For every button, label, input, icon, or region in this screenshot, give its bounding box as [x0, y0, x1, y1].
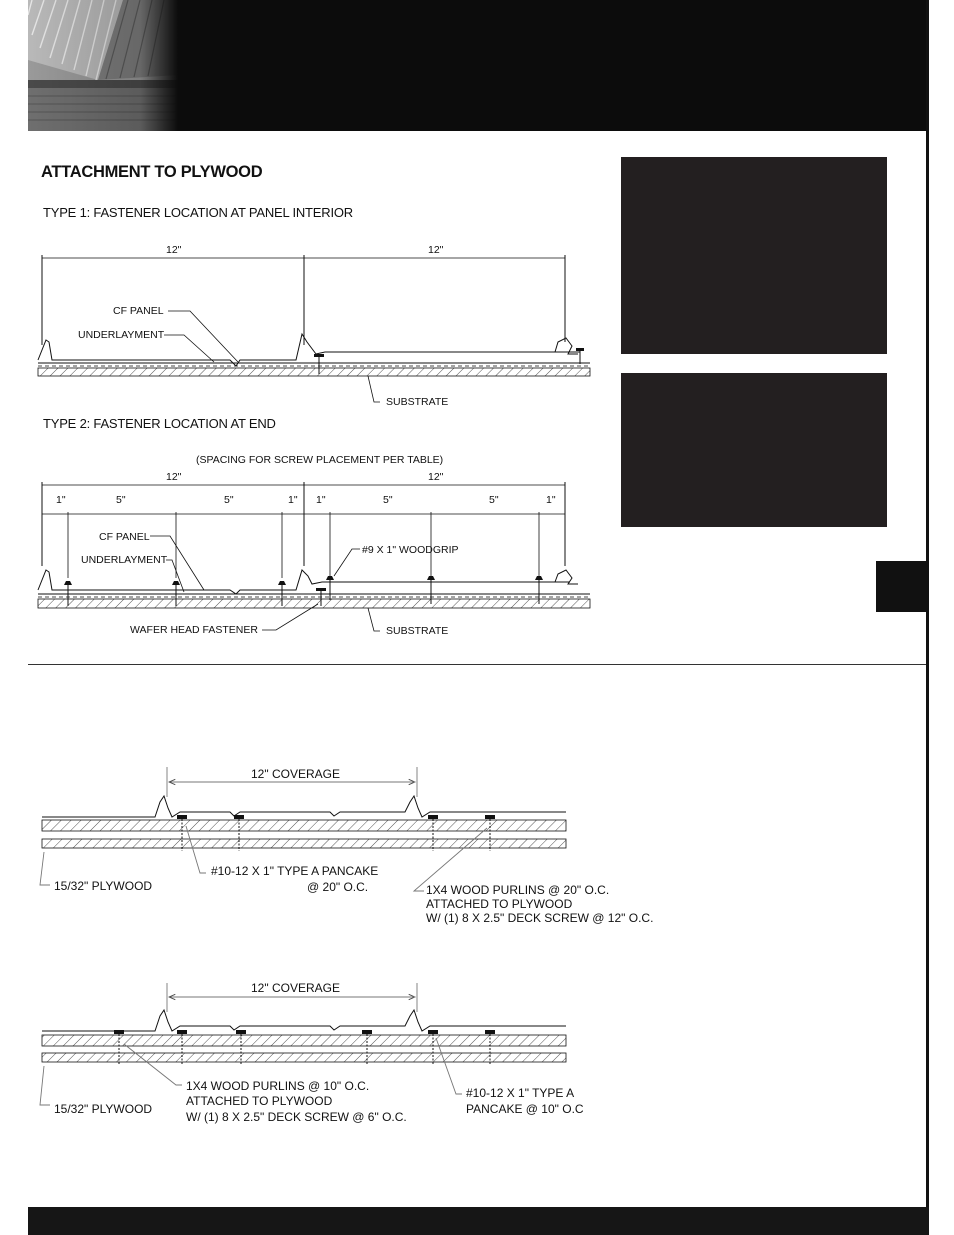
detail-a-coverage: 12" COVERAGE [251, 767, 340, 781]
type1-cf-panel-label: CF PANEL [113, 305, 164, 317]
detail-b-diagram [40, 981, 584, 1124]
type2-subdim-6: 5" [383, 494, 393, 506]
type2-subdim-2: 5" [116, 494, 126, 506]
type2-subdim-1: 1" [56, 494, 66, 506]
detail-a-purlin-line3: W/ (1) 8 X 2.5" DECK SCREW @ 12" O.C. [426, 911, 654, 925]
type1-substrate-label: SUBSTRATE [386, 396, 449, 408]
detail-b-purlin-line3: W/ (1) 8 X 2.5" DECK SCREW @ 6" O.C. [186, 1110, 407, 1124]
type2-title: TYPE 2: FASTENER LOCATION AT END [43, 416, 276, 431]
type2-wafer-head-label: WAFER HEAD FASTENER [130, 624, 258, 636]
type2-subdim-5: 1" [316, 494, 326, 506]
type1-fastener-end [576, 348, 584, 364]
type2-diagram [38, 454, 590, 637]
type1-title: TYPE 1: FASTENER LOCATION AT PANEL INTERIOR [43, 205, 353, 220]
detail-b-fastener-line1: #10-12 X 1" TYPE A [466, 1086, 575, 1100]
type1-dim-right: 12" [428, 244, 444, 256]
type2-subdim-8: 1" [546, 494, 556, 506]
type1-underlayment-label: UNDERLAYMENT [78, 329, 165, 341]
detail-a-fastener-line1: #10-12 X 1" TYPE A PANCAKE [211, 864, 379, 878]
type1-diagram [38, 244, 590, 408]
detail-a-diagram [40, 767, 653, 925]
type2-subdim-3: 5" [224, 494, 234, 506]
detail-b-purlin-line1: 1X4 WOOD PURLINS @ 10" O.C. [186, 1079, 370, 1093]
detail-b-fastener-line2: PANCAKE @ 10" O.C [466, 1102, 584, 1116]
type2-spacing-note: (SPACING FOR SCREW PLACEMENT PER TABLE) [196, 454, 444, 466]
section-title: ATTACHMENT TO PLYWOOD [41, 163, 263, 181]
detail-b-plywood-label: 15/32" PLYWOOD [54, 1102, 153, 1116]
type2-cf-panel-label: CF PANEL [99, 531, 150, 543]
type2-subdim-4: 1" [288, 494, 298, 506]
type2-subdim-7: 5" [489, 494, 499, 506]
detail-b-coverage: 12" COVERAGE [251, 981, 340, 995]
detail-a-fastener-line2: @ 20" O.C. [307, 880, 369, 894]
type2-woodgrip-label: #9 X 1" WOODGRIP [362, 544, 459, 556]
type2-underlayment-label: UNDERLAYMENT [81, 554, 168, 566]
detail-a-purlin-line2: ATTACHED TO PLYWOOD [426, 897, 573, 911]
detail-a-purlin-line1: 1X4 WOOD PURLINS @ 20" O.C. [426, 883, 610, 897]
detail-b-purlin-line2: ATTACHED TO PLYWOOD [186, 1094, 333, 1108]
type2-dim-right: 12" [428, 471, 444, 483]
type1-dim-left: 12" [166, 244, 182, 256]
type2-dim-left: 12" [166, 471, 182, 483]
detail-a-plywood-label: 15/32" PLYWOOD [54, 879, 153, 893]
type2-substrate-label: SUBSTRATE [386, 625, 449, 637]
